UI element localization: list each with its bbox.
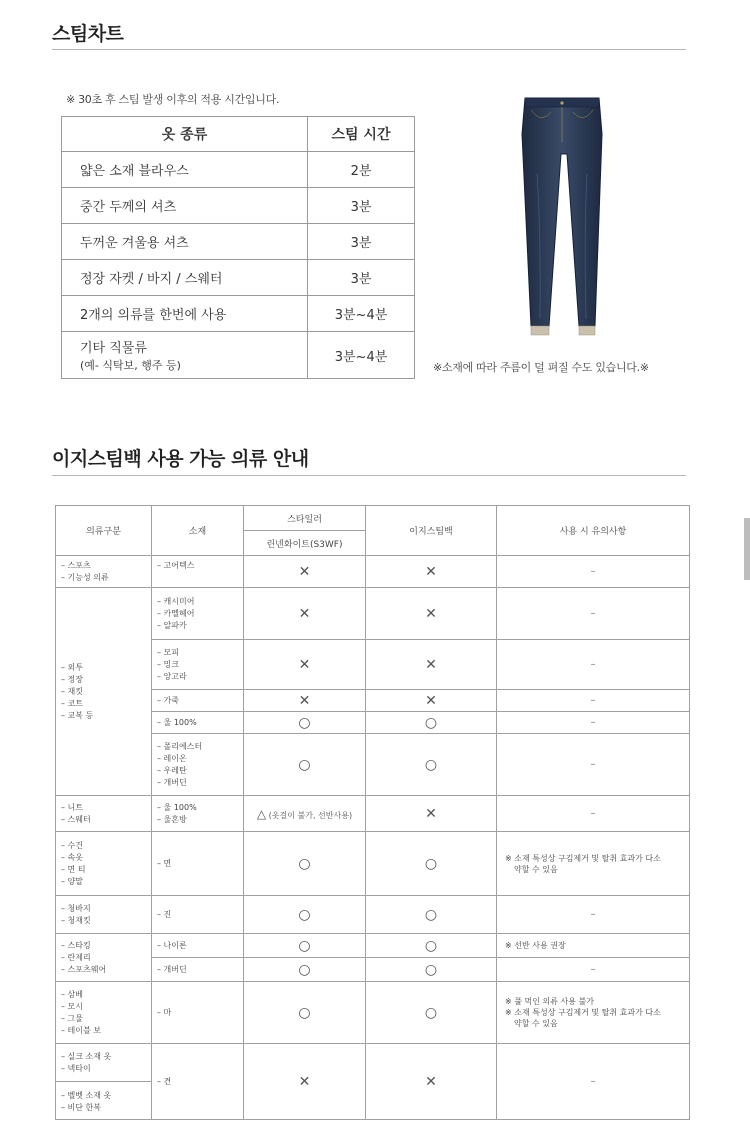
material-cell	[152, 896, 244, 934]
cloth-type: 중간 두께의 셔츠	[62, 188, 308, 224]
styler-partial-mark	[244, 796, 366, 832]
table-row	[56, 734, 690, 796]
easy-steambag-table	[55, 505, 690, 1120]
category-cell	[56, 588, 152, 796]
material-line: – 앙고라	[157, 671, 187, 681]
category-cell	[56, 832, 152, 896]
category-line: – 그물	[61, 1013, 83, 1023]
material-cell	[152, 982, 244, 1044]
material-cell	[152, 958, 244, 982]
material-cell	[152, 934, 244, 958]
styler-yes-mark: ○	[244, 934, 366, 958]
note-cell	[497, 832, 690, 896]
bag-yes-mark: ○	[366, 958, 497, 982]
category-line: – 넥타이	[61, 1063, 91, 1073]
category-line: – 청재킷	[61, 915, 91, 925]
material-cell	[152, 640, 244, 690]
table-row	[56, 896, 690, 934]
bag-no-mark: ✕	[366, 640, 497, 690]
triangle-icon: △	[256, 806, 267, 821]
header-notes: 사용 시 유의사항	[497, 506, 690, 556]
category-line: – 니트	[61, 802, 83, 812]
bag-yes-mark: ○	[366, 982, 497, 1044]
header-steambag: 이지스팀백	[366, 506, 497, 556]
material-line: – 밍크	[157, 659, 179, 669]
header-cloth-type: 옷 종류	[62, 117, 308, 152]
styler-yes-mark: ○	[244, 958, 366, 982]
header-styler: 스타일러	[244, 506, 366, 531]
table-row	[56, 1044, 690, 1120]
bag-yes-mark: ○	[366, 896, 497, 934]
category-line: – 재킷	[61, 686, 83, 696]
table-row	[56, 958, 690, 982]
steam-time: 3분~4분	[308, 332, 415, 379]
material-line: – 폴리에스터	[157, 741, 203, 751]
note-dash: –	[497, 734, 690, 796]
category-line: – 모시	[61, 1001, 83, 1011]
table-row	[62, 188, 415, 224]
table-row	[56, 982, 690, 1044]
note-line: ※ 풀 먹인 의류 사용 불가	[505, 997, 594, 1006]
material-line: – 알파카	[157, 620, 187, 630]
category-line: – 코트	[61, 698, 83, 708]
material-line: – 캐시미어	[157, 596, 195, 606]
category-line: – 기능성 의류	[61, 572, 109, 582]
header-steam-time: 스팀 시간	[308, 117, 415, 152]
cloth-type: 2개의 의류를 한번에 사용	[62, 296, 308, 332]
styler-no-mark: ✕	[244, 1044, 366, 1120]
table-row	[56, 934, 690, 958]
category-line: – 테이블 보	[61, 1025, 101, 1035]
note-dash: –	[497, 640, 690, 690]
category-cell	[56, 982, 152, 1044]
steam-chart-title: 스팀차트	[52, 23, 124, 45]
category-line: – 정장	[61, 674, 83, 684]
table-row	[56, 712, 690, 734]
material-cell	[152, 556, 244, 588]
bag-no-mark: ✕	[366, 556, 497, 588]
cloth-type: 얇은 소재 블라우스	[62, 152, 308, 188]
note-dash: –	[497, 588, 690, 640]
table-row	[62, 152, 415, 188]
note-dash: –	[497, 896, 690, 934]
material-line: – 우레탄	[157, 765, 187, 775]
material-cell	[152, 796, 244, 832]
category-line: – 속옷	[61, 852, 83, 862]
table-row	[56, 690, 690, 712]
bag-yes-mark: ○	[366, 734, 497, 796]
category-line: – 수건	[61, 840, 83, 850]
material-line: – 나이론	[157, 940, 187, 950]
styler-yes-mark: ○	[244, 712, 366, 734]
easy-steambag-title: 이지스팀백 사용 가능 의류 안내	[52, 448, 309, 470]
steam-time: 3분	[308, 224, 415, 260]
note-cell	[497, 934, 690, 958]
material-line: – 울 100%	[157, 802, 197, 812]
steam-chart-table	[61, 116, 415, 379]
styler-yes-mark: ○	[244, 982, 366, 1044]
material-cell	[152, 1044, 244, 1120]
cloth-type: 두꺼운 겨울용 셔츠	[62, 224, 308, 260]
category-line: – 삼베	[61, 989, 83, 999]
title-divider	[52, 475, 686, 476]
steam-time: 3분	[308, 260, 415, 296]
note-dash: –	[497, 712, 690, 734]
bag-yes-mark: ○	[366, 832, 497, 896]
header-category: 의류구분	[56, 506, 152, 556]
category-line: – 스웨터	[61, 814, 91, 824]
bag-no-mark: ✕	[366, 796, 497, 832]
category-line: – 교복 등	[61, 710, 94, 720]
table-row	[56, 588, 690, 640]
category-line: – 벨벳 소재 옷	[61, 1090, 112, 1100]
category-line: – 양말	[61, 876, 83, 886]
material-line: – 마	[157, 1007, 172, 1017]
material-line: – 견	[157, 1076, 172, 1086]
cloth-type: 정장 자켓 / 바지 / 스웨터	[62, 260, 308, 296]
material-line: – 카멜헤어	[157, 608, 195, 618]
material-line: – 울혼방	[157, 814, 187, 824]
styler-yes-mark: ○	[244, 734, 366, 796]
category-line: – 스포츠웨어	[61, 964, 107, 974]
material-line: – 개버딘	[157, 964, 187, 974]
cloth-type-main: 기타 직물류	[80, 341, 147, 356]
header-styler-model: 린넨화이트(S3WF)	[244, 531, 366, 556]
table-row	[56, 832, 690, 896]
material-line: – 가죽	[157, 695, 179, 705]
note-dash: –	[497, 1044, 690, 1120]
category-line: – 스타킹	[61, 940, 91, 950]
styler-yes-mark: ○	[244, 896, 366, 934]
material-line: – 면	[157, 858, 172, 868]
material-line: – 레이온	[157, 753, 187, 763]
steam-time: 3분	[308, 188, 415, 224]
note-line: ※ 소재 특성상 구김제거 및 탈취 효과가 다소	[505, 853, 661, 863]
category-cell	[56, 556, 152, 588]
category-line: – 란제리	[61, 952, 91, 962]
table-row	[62, 296, 415, 332]
note-dash: –	[497, 690, 690, 712]
table-row	[62, 224, 415, 260]
title-divider	[52, 49, 686, 50]
bag-yes-mark: ○	[366, 712, 497, 734]
material-cell	[152, 832, 244, 896]
table-row	[56, 556, 690, 588]
header-material: 소재	[152, 506, 244, 556]
category-cell	[56, 796, 152, 832]
material-line: – 개버딘	[157, 777, 187, 787]
note-line: 약할 수 있음	[514, 864, 558, 874]
category-line: – 비단 한복	[61, 1102, 101, 1112]
cloth-type	[62, 332, 308, 379]
note-cell	[497, 982, 690, 1044]
note-dash: –	[497, 958, 690, 982]
steam-time: 3분~4분	[308, 296, 415, 332]
steam-time: 2분	[308, 152, 415, 188]
material-line: – 고어텍스	[157, 561, 195, 570]
partial-note: (옷걸이 불가, 선반사용)	[268, 810, 353, 820]
bag-no-mark: ✕	[366, 690, 497, 712]
styler-yes-mark: ○	[244, 832, 366, 896]
category-cell	[56, 896, 152, 934]
table-header-row	[56, 506, 690, 531]
category-line: – 청바지	[61, 903, 91, 913]
bag-no-mark: ✕	[366, 588, 497, 640]
category-line: – 면 티	[61, 864, 86, 874]
bag-no-mark: ✕	[366, 1044, 497, 1120]
steam-time-note: ※ 30초 후 스팀 발생 이후의 적용 시간입니다.	[66, 93, 280, 106]
category-line: – 스포츠	[61, 560, 91, 570]
note-line: ※ 소재 특성상 구김제거 및 탈취 효과가 다소	[505, 1008, 661, 1017]
wrinkle-caption: ※소재에 따라 주름이 덜 펴질 수도 있습니다.※	[433, 361, 649, 374]
note-line: ※ 선반 사용 권장	[505, 941, 566, 950]
styler-no-mark: ✕	[244, 588, 366, 640]
note-dash: –	[497, 556, 690, 588]
scrollbar-thumb[interactable]	[744, 518, 750, 580]
bag-yes-mark: ○	[366, 934, 497, 958]
jeans-image	[507, 94, 617, 344]
material-line: – 울 100%	[157, 717, 197, 727]
note-dash: –	[497, 796, 690, 832]
table-header-row	[62, 117, 415, 152]
material-line: – 모피	[157, 647, 179, 657]
styler-no-mark: ✕	[244, 556, 366, 588]
table-row	[62, 332, 415, 379]
cloth-type-example: (예- 식탁보, 행주 등)	[80, 359, 181, 372]
material-cell	[152, 712, 244, 734]
note-line: 약할 수 있음	[514, 1019, 558, 1028]
styler-no-mark: ✕	[244, 640, 366, 690]
material-line: – 진	[157, 909, 172, 919]
category-cell	[56, 934, 152, 982]
material-cell	[152, 588, 244, 640]
category-line: – 실크 소재 옷	[61, 1051, 112, 1061]
styler-no-mark: ✕	[244, 690, 366, 712]
table-row	[56, 796, 690, 832]
category-line: – 외투	[61, 662, 83, 672]
category-cell	[56, 1044, 152, 1120]
material-cell	[152, 690, 244, 712]
table-row	[56, 640, 690, 690]
table-row	[62, 260, 415, 296]
material-cell	[152, 734, 244, 796]
